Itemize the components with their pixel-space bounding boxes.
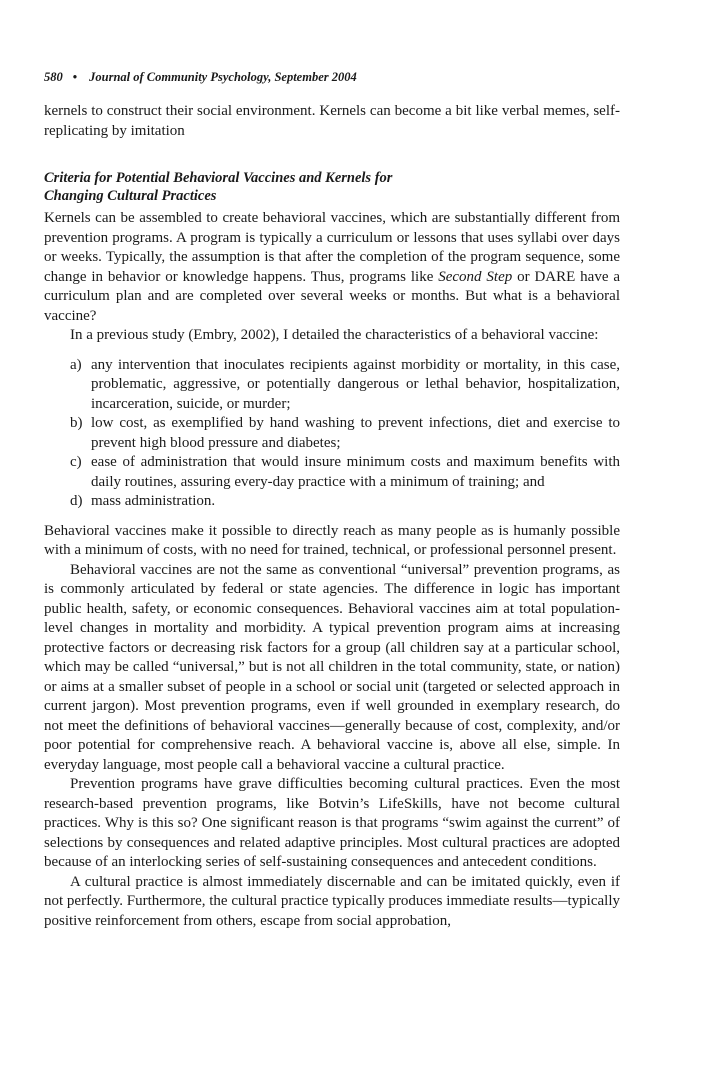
page-number: 580 [44, 70, 63, 84]
paragraph-mass-reach: Behavioral vaccines make it possible to directly reach as many people as is humanly possible with a minimum of costs, with no need for trained, technical, or professional personnel present. [44, 522, 620, 558]
list-marker: d) [70, 493, 83, 509]
paragraph-text: or DARE have a curriculum plan and are completed over several weeks or months. But what is a behavioral vaccine? [44, 268, 621, 324]
list-item-text: ease of administration that would insure minimum costs and maximum benefits with daily routines, assuring every-day practice with a minimum of training; and [91, 454, 620, 490]
paragraph-imitation: A cultural practice is almost immediately discernable and can be imitated quickly, even if not perfectly. Furthermore, the cultural practice typically produces immediate results—typically positive reinforcement from others, escape from social approbation, [44, 873, 620, 929]
list-marker: b) [70, 415, 83, 431]
list-item [70, 492, 620, 512]
paragraph-text: Kernels can be assembled to create behavioral vaccines, which are substantially different from prevention programs. A program is typically a curriculum or lessons that uses syllabi over days or weeks. Typically, the assumption is that after the completion of the program sequence, some change in behavior or knowledge happens. Thus, programs like [44, 210, 620, 285]
running-head [44, 69, 620, 85]
section-heading-line1: Criteria for Potential Behavioral Vaccines and Kernels for [44, 170, 393, 186]
list-item [70, 356, 620, 415]
section-heading [44, 169, 620, 205]
article-body [44, 102, 620, 931]
list-item [70, 453, 620, 492]
list-item [70, 414, 620, 453]
criteria-list [70, 356, 620, 512]
list-item-text: mass administration. [91, 493, 216, 509]
journal-title: Journal of Community Psychology, September 2004 [89, 70, 357, 84]
program-name-italic: Second Step [438, 268, 513, 285]
paragraph-program-definition [44, 209, 620, 326]
list-marker: a) [70, 356, 82, 373]
paragraph-universal-prevention: Behavioral vaccines are not the same as conventional “universal” prevention programs, as is commonly articulated by federal or state agencies. The difference in logic has important public health, safety, or economic consequences. Behavioral vaccines aim at total population-level changes in mortality and morbidity. A typical prevention program aims at increasing protective factors or decreasing risk factors for a group (all children say at a particular school, which may be called “universal,” but is not all children in the total community, state, or nation) or aims at a smaller subset of people in a school or social unit (targeted or selected approach in current jargon). Most prevention programs, even if well grounded in exemplary research, do not meet the definitions of behavioral vaccines—generally because of cost, complexity, and/or poor potential for comprehensive reach. A behavioral vaccine is, above all else, simple. In everyday language, most people call a behavioral vaccine a cultural practice. [44, 561, 620, 773]
list-marker: c) [70, 454, 82, 470]
intro-paragraph: kernels to construct their social environment. Kernels can become a bit like verbal memes, self-replicating by imitation [44, 103, 620, 139]
list-item-text: low cost, as exemplified by hand washing to prevent infections, diet and exercise to prevent high blood pressure and diabetes; [91, 415, 620, 451]
section-heading-line2: Changing Cultural Practices [44, 188, 217, 204]
list-item-text: any intervention that inoculates recipients against morbidity or mortality, in this case, problematic, aggressive, or potentially dangerous or lethal behavior, hospitalization, incarceration, suicide, or murder; [91, 356, 620, 412]
header-separator: • [72, 70, 78, 84]
paragraph-previous-study: In a previous study (Embry, 2002), I detailed the characteristics of a behavioral vaccine: [70, 327, 599, 343]
paragraph-cultural-practices: Prevention programs have grave difficulties becoming cultural practices. Even the most research-based prevention programs, like Botvin’s LifeSkills, have not become cultural practices. Why is this so? One significant reason is that programs “swim against the current” of selections by consequences and related adaptive principles. Most cultural practices are adopted because of an interlocking series of self-sustaining consequences and antecedent conditions. [44, 776, 620, 870]
